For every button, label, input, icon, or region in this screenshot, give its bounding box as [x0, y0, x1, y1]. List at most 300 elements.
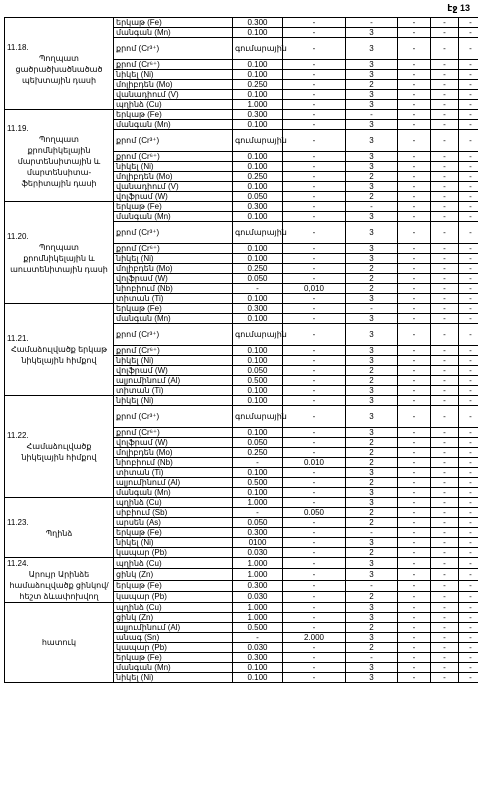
value-cell: -: [431, 396, 459, 406]
element-name: պղինձ (Cu): [114, 558, 233, 569]
value-cell: -: [431, 38, 459, 60]
value-cell: 3: [346, 356, 398, 366]
value-cell: -: [431, 518, 459, 528]
value-cell: -: [283, 366, 346, 376]
element-name: նիկել (Ni): [114, 70, 233, 80]
value-cell: -: [431, 110, 459, 120]
value-cell: 3: [346, 603, 398, 613]
group-code: 11.19.: [7, 123, 29, 133]
element-name: նիկել (Ni): [114, 396, 233, 406]
value-cell: 0.100: [233, 468, 283, 478]
value-cell: -: [431, 643, 459, 653]
value-cell: -: [431, 386, 459, 396]
group-cell: [5, 558, 114, 603]
value-cell: -: [459, 580, 478, 591]
value-cell: -: [398, 70, 431, 80]
element-name: սիբիում (Sb): [114, 508, 233, 518]
element-name: նիկել (Ni): [114, 162, 233, 172]
element-name: վանադիում (V): [114, 90, 233, 100]
value-cell: -: [459, 406, 478, 428]
value-cell: -: [459, 70, 478, 80]
value-cell: -: [283, 498, 346, 508]
value-cell: -: [283, 569, 346, 580]
table-row: [5, 18, 478, 28]
value-cell: 1.000: [233, 100, 283, 110]
value-cell: -: [346, 304, 398, 314]
value-cell: 0.050: [233, 274, 283, 284]
group-title: Արույր Արինձե համաձուլվածք ցինկով/ հեշտ ձևափոխվող: [9, 570, 109, 601]
element-name: նիոբիում (Nb): [114, 458, 233, 468]
value-cell: 0.030: [233, 643, 283, 653]
value-cell: -: [233, 458, 283, 468]
value-cell: -: [459, 346, 478, 356]
value-cell: -: [459, 508, 478, 518]
value-cell: 3: [346, 324, 398, 346]
value-cell: -: [431, 548, 459, 558]
value-cell: -: [431, 538, 459, 548]
value-cell: 0.300: [233, 18, 283, 28]
element-name: արսեն (As): [114, 518, 233, 528]
value-cell: 3: [346, 294, 398, 304]
value-cell: 3: [346, 182, 398, 192]
value-cell: 0.300: [233, 202, 283, 212]
element-name: ցինկ (Zn): [114, 569, 233, 580]
value-cell: 3: [346, 558, 398, 569]
element-name: պղինձ (Cu): [114, 603, 233, 613]
value-cell: -: [283, 28, 346, 38]
value-cell: -: [431, 284, 459, 294]
value-cell: -: [459, 212, 478, 222]
value-cell: -: [459, 274, 478, 284]
value-cell: 0.300: [233, 304, 283, 314]
value-cell: -: [459, 518, 478, 528]
value-cell: 0.050: [233, 438, 283, 448]
element-name: քրոմ (Cr³⁺): [114, 130, 233, 152]
element-name: մոլիբդեն (Mo): [114, 448, 233, 458]
value-cell: -: [398, 356, 431, 366]
element-name: պղինձ (Cu): [114, 498, 233, 508]
value-cell: -: [283, 120, 346, 130]
value-cell: -: [431, 70, 459, 80]
group-cell: [5, 498, 114, 558]
group-cell: [5, 396, 114, 498]
table-row: [5, 498, 478, 508]
value-cell: -: [398, 192, 431, 202]
value-cell: -: [431, 558, 459, 569]
element-name: քրոմ (Cr⁶⁺): [114, 152, 233, 162]
value-cell: -: [431, 488, 459, 498]
value-cell: 3: [346, 488, 398, 498]
value-cell: -: [346, 202, 398, 212]
value-cell: -: [431, 222, 459, 244]
element-name: նիկել (Ni): [114, 356, 233, 366]
element-name: կապար (Pb): [114, 643, 233, 653]
value-cell: -: [431, 172, 459, 182]
group-code: 11.21.: [7, 334, 29, 343]
value-cell: 0.100: [233, 152, 283, 162]
value-cell: -: [398, 18, 431, 28]
value-cell: -: [283, 580, 346, 591]
value-cell: -: [459, 428, 478, 438]
element-name: վոլֆրամ (W): [114, 366, 233, 376]
value-cell: 3: [346, 613, 398, 623]
value-cell: -: [431, 294, 459, 304]
value-cell: -: [459, 633, 478, 643]
value-cell: -: [283, 438, 346, 448]
value-cell: -: [459, 182, 478, 192]
value-cell: -: [398, 346, 431, 356]
value-cell: 2: [346, 448, 398, 458]
value-cell: -: [398, 633, 431, 643]
value-cell: 3: [346, 673, 398, 683]
value-cell: -: [398, 428, 431, 438]
element-name: երկաթ (Fe): [114, 110, 233, 120]
value-cell: 3: [346, 314, 398, 324]
value-cell: -: [431, 458, 459, 468]
value-cell: -: [431, 152, 459, 162]
value-cell: 2: [346, 643, 398, 653]
element-name: քրոմ (Cr⁶⁺): [114, 244, 233, 254]
value-cell: -: [283, 212, 346, 222]
value-cell: -: [459, 324, 478, 346]
element-name: մանգան (Mn): [114, 314, 233, 324]
value-cell: -: [398, 518, 431, 528]
value-cell: -: [459, 623, 478, 633]
value-cell: -: [459, 558, 478, 569]
value-cell: -: [283, 264, 346, 274]
element-name: երկաթ (Fe): [114, 18, 233, 28]
value-cell: -: [431, 438, 459, 448]
value-cell: -: [398, 603, 431, 613]
value-cell: -: [283, 663, 346, 673]
value-cell: -: [283, 356, 346, 366]
value-cell: -: [283, 130, 346, 152]
value-cell: 0.050: [283, 508, 346, 518]
group-title: Պողպատ քրոմնիկելային մարտենսիտային և մարտենսիտա-ֆերիտային դասի: [17, 134, 101, 188]
value-cell: -: [283, 294, 346, 304]
value-cell: -: [398, 244, 431, 254]
value-cell: 0.100: [233, 346, 283, 356]
value-cell: -: [283, 643, 346, 653]
value-cell: -: [398, 90, 431, 100]
value-cell: 0.300: [233, 580, 283, 591]
value-cell: 0.500: [233, 478, 283, 488]
value-cell: -: [398, 110, 431, 120]
value-cell: -: [398, 130, 431, 152]
value-cell: -: [283, 38, 346, 60]
value-cell: -: [459, 284, 478, 294]
value-cell: -: [431, 613, 459, 623]
value-cell: -: [283, 428, 346, 438]
element-name: նիոբիում (Nb): [114, 284, 233, 294]
value-cell: -: [459, 80, 478, 90]
value-cell: -: [398, 643, 431, 653]
value-cell: -: [459, 38, 478, 60]
value-cell: 3: [346, 90, 398, 100]
value-cell: -: [283, 518, 346, 528]
value-cell: -: [283, 152, 346, 162]
value-cell: 0100: [233, 538, 283, 548]
value-cell: 0.100: [233, 60, 283, 70]
element-name: տիտան (Ti): [114, 386, 233, 396]
value-cell: -: [398, 222, 431, 244]
value-cell: -: [459, 438, 478, 448]
value-cell: -: [459, 458, 478, 468]
group-title: հատուկ: [41, 638, 77, 647]
value-cell: 0.100: [233, 294, 283, 304]
element-name: քրոմ (Cr³⁺): [114, 38, 233, 60]
value-cell: 3: [346, 162, 398, 172]
value-cell: -: [431, 162, 459, 172]
value-cell: -: [283, 192, 346, 202]
value-cell: -: [283, 386, 346, 396]
element-name: մոլիբդեն (Mo): [114, 172, 233, 182]
value-cell: 2: [346, 508, 398, 518]
value-cell: -: [398, 100, 431, 110]
value-cell: 3: [346, 120, 398, 130]
group-title: Համաձուլվածք երկաթ նիկելային հիմքով: [10, 345, 108, 365]
value-cell: -: [398, 284, 431, 294]
value-cell: -: [398, 438, 431, 448]
value-cell: -: [431, 182, 459, 192]
value-cell: -: [398, 580, 431, 591]
value-cell: -: [431, 478, 459, 488]
value-cell: -: [459, 548, 478, 558]
value-cell: -: [459, 478, 478, 488]
value-cell: -: [459, 663, 478, 673]
value-cell: -: [398, 294, 431, 304]
group-code: 11.22.: [7, 431, 29, 440]
value-cell: -: [398, 162, 431, 172]
value-cell: 3: [346, 212, 398, 222]
value-cell: գումարային: [233, 130, 283, 152]
value-cell: -: [459, 488, 478, 498]
value-cell: -: [398, 366, 431, 376]
value-cell: 2: [346, 192, 398, 202]
value-cell: 0.300: [233, 653, 283, 663]
value-cell: 2: [346, 284, 398, 294]
value-cell: 0.050: [233, 366, 283, 376]
group-cell: [5, 110, 114, 202]
value-cell: -: [283, 254, 346, 264]
value-cell: -: [233, 508, 283, 518]
value-cell: 0.250: [233, 264, 283, 274]
value-cell: -: [431, 202, 459, 212]
value-cell: 1.000: [233, 603, 283, 613]
value-cell: -: [431, 406, 459, 428]
value-cell: 2: [346, 458, 398, 468]
value-cell: -: [283, 18, 346, 28]
element-name: քրոմ (Cr⁶⁺): [114, 428, 233, 438]
value-cell: -: [283, 488, 346, 498]
value-cell: -: [431, 673, 459, 683]
value-cell: -: [283, 202, 346, 212]
value-cell: -: [398, 653, 431, 663]
value-cell: -: [431, 264, 459, 274]
element-name: երկաթ (Fe): [114, 202, 233, 212]
value-cell: -: [431, 498, 459, 508]
value-cell: 3: [346, 498, 398, 508]
group-title: Պղինձ: [45, 528, 73, 538]
value-cell: -: [459, 366, 478, 376]
element-name: ալյումինում (Al): [114, 623, 233, 633]
value-cell: -: [398, 152, 431, 162]
value-cell: -: [459, 254, 478, 264]
value-cell: -: [459, 304, 478, 314]
element-name: երկաթ (Fe): [114, 304, 233, 314]
value-cell: -: [283, 110, 346, 120]
value-cell: 2.000: [283, 633, 346, 643]
value-cell: -: [431, 130, 459, 152]
value-cell: -: [459, 222, 478, 244]
value-cell: 3: [346, 28, 398, 38]
group-cell: [5, 304, 114, 396]
value-cell: -: [398, 274, 431, 284]
value-cell: -: [283, 591, 346, 602]
value-cell: -: [398, 376, 431, 386]
value-cell: -: [398, 528, 431, 538]
value-cell: -: [398, 212, 431, 222]
value-cell: -: [398, 386, 431, 396]
value-cell: -: [283, 90, 346, 100]
value-cell: 0.100: [233, 120, 283, 130]
value-cell: -: [431, 376, 459, 386]
value-cell: -: [398, 478, 431, 488]
value-cell: 3: [346, 70, 398, 80]
element-name: մոլիբդեն (Mo): [114, 264, 233, 274]
page-number: էջ 13: [447, 3, 470, 13]
element-name: քրոմ (Cr⁶⁺): [114, 60, 233, 70]
value-cell: -: [398, 488, 431, 498]
value-cell: -: [459, 244, 478, 254]
value-cell: 2: [346, 548, 398, 558]
value-cell: 0.300: [233, 528, 283, 538]
norms-table: [4, 17, 478, 683]
element-name: կապար (Pb): [114, 591, 233, 602]
value-cell: -: [346, 18, 398, 28]
value-cell: -: [459, 376, 478, 386]
value-cell: -: [283, 172, 346, 182]
value-cell: 0.050: [233, 518, 283, 528]
value-cell: -: [459, 468, 478, 478]
group-cell: [5, 18, 114, 110]
value-cell: -: [459, 110, 478, 120]
value-cell: 0.500: [233, 376, 283, 386]
value-cell: -: [431, 100, 459, 110]
value-cell: -: [459, 386, 478, 396]
value-cell: 3: [346, 386, 398, 396]
value-cell: 2: [346, 376, 398, 386]
value-cell: 0.100: [233, 90, 283, 100]
table-row: [5, 304, 478, 314]
value-cell: -: [283, 528, 346, 538]
value-cell: 2: [346, 264, 398, 274]
value-cell: 3: [346, 396, 398, 406]
value-cell: 3: [346, 38, 398, 60]
value-cell: -: [431, 468, 459, 478]
value-cell: -: [283, 376, 346, 386]
value-cell: -: [459, 643, 478, 653]
element-name: տիտան (Ti): [114, 468, 233, 478]
value-cell: 0.100: [233, 386, 283, 396]
value-cell: -: [459, 448, 478, 458]
value-cell: 0.100: [233, 70, 283, 80]
element-name: նիկել (Ni): [114, 673, 233, 683]
element-name: երկաթ (Fe): [114, 653, 233, 663]
value-cell: -: [431, 653, 459, 663]
value-cell: -: [431, 603, 459, 613]
value-cell: -: [398, 538, 431, 548]
value-cell: 0.100: [233, 356, 283, 366]
value-cell: -: [398, 468, 431, 478]
value-cell: -: [283, 613, 346, 623]
value-cell: -: [459, 152, 478, 162]
value-cell: 0.100: [233, 182, 283, 192]
group-code: 11.18.: [7, 42, 29, 52]
value-cell: -: [283, 478, 346, 488]
value-cell: -: [431, 623, 459, 633]
element-name: երկաթ (Fe): [114, 528, 233, 538]
value-cell: -: [283, 80, 346, 90]
value-cell: -: [459, 528, 478, 538]
value-cell: -: [283, 100, 346, 110]
element-name: մանգան (Mn): [114, 212, 233, 222]
value-cell: -: [283, 538, 346, 548]
value-cell: 3: [346, 100, 398, 110]
value-cell: 0.100: [233, 244, 283, 254]
value-cell: 1.000: [233, 498, 283, 508]
value-cell: -: [459, 18, 478, 28]
table-row: [5, 396, 478, 406]
value-cell: 3: [346, 538, 398, 548]
element-name: նիկել (Ni): [114, 254, 233, 264]
value-cell: -: [459, 264, 478, 274]
element-name: վոլֆրամ (W): [114, 274, 233, 284]
value-cell: 2: [346, 366, 398, 376]
value-cell: -: [346, 653, 398, 663]
element-name: վանադիում (V): [114, 182, 233, 192]
value-cell: գումարային: [233, 406, 283, 428]
group-cell: [5, 202, 114, 304]
value-cell: 3: [346, 663, 398, 673]
value-cell: գումարային: [233, 222, 283, 244]
value-cell: 3: [346, 222, 398, 244]
value-cell: -: [459, 498, 478, 508]
value-cell: -: [398, 264, 431, 274]
value-cell: 0.100: [233, 673, 283, 683]
value-cell: -: [431, 60, 459, 70]
value-cell: -: [283, 468, 346, 478]
element-name: տիտան (Ti): [114, 294, 233, 304]
value-cell: -: [398, 498, 431, 508]
value-cell: -: [459, 90, 478, 100]
value-cell: -: [431, 192, 459, 202]
value-cell: -: [398, 673, 431, 683]
value-cell: -: [431, 508, 459, 518]
value-cell: 0.100: [233, 314, 283, 324]
value-cell: 2: [346, 172, 398, 182]
value-cell: 3: [346, 346, 398, 356]
value-cell: 1.000: [233, 569, 283, 580]
value-cell: -: [398, 591, 431, 602]
value-cell: -: [459, 673, 478, 683]
value-cell: -: [459, 28, 478, 38]
value-cell: -: [398, 304, 431, 314]
group-title: Պողպատ քրոմնիկելային և աուստենիտային դասի: [10, 242, 108, 274]
value-cell: -: [459, 653, 478, 663]
value-cell: 2: [346, 80, 398, 90]
value-cell: -: [398, 508, 431, 518]
